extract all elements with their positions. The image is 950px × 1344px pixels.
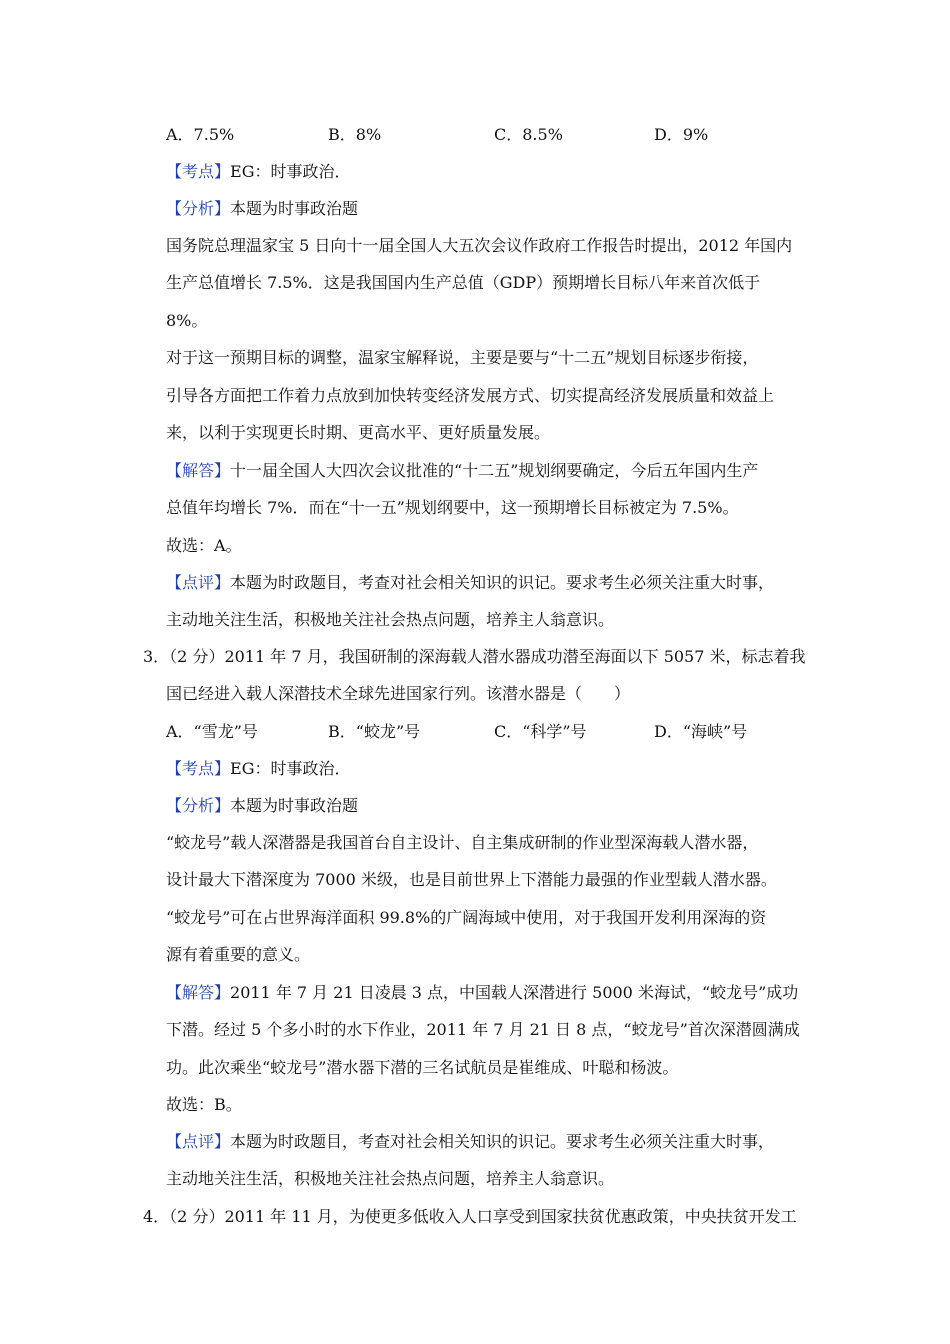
analysis-line: 来，以利于实现更长时期、更高水平、更好质量发展。 bbox=[166, 423, 551, 442]
fenxi-text: 本题为时事政治题 bbox=[230, 199, 359, 218]
dianping-text: 本题为时政题目，考查对社会相关知识的识记。要求考生必须关注重大时事， bbox=[230, 573, 775, 592]
jieda-tag: 【解答】 bbox=[166, 461, 231, 480]
analysis-line: 引导各方面把工作着力点放到加快转变经济发展方式、切实提高经济发展质量和效益上 bbox=[166, 386, 775, 405]
dianping-tag: 【点评】 bbox=[166, 1132, 231, 1151]
dianping-section bbox=[166, 1131, 774, 1153]
analysis-line: “蛟龙号”载人深潜器是我国首台自主设计、自主集成研制的作业型深海载人潜水器， bbox=[166, 833, 759, 852]
option-b: B．8% bbox=[328, 125, 382, 144]
analysis-line: 设计最大下潜深度为 7000 米级，也是目前世界上下潜能力最强的作业型载人潜水器。 bbox=[166, 870, 777, 889]
jieda-section bbox=[166, 982, 798, 1004]
dianping-text: 本题为时政题目，考查对社会相关知识的识记。要求考生必须关注重大时事， bbox=[230, 1132, 775, 1151]
option-d: D．9% bbox=[654, 125, 709, 144]
jieda-tag: 【解答】 bbox=[166, 983, 231, 1002]
dianping-line: 主动地关注生活，积极地关注社会热点问题，培养主人翁意识。 bbox=[166, 1169, 615, 1188]
analysis-line: “蛟龙号”可在占世界海洋面积 99.8%的广阔海域中使用，对于我国开发利用深海的资 bbox=[166, 908, 767, 927]
fenxi-text: 本题为时事政治题 bbox=[230, 796, 359, 815]
analysis-line: 8%。 bbox=[166, 311, 208, 330]
kaodian-section bbox=[166, 161, 350, 183]
fenxi-tag: 【分析】 bbox=[166, 199, 231, 218]
jieda-line: 下潜。经过 5 个多小时的水下作业，2011 年 7 月 21 日 8 点，“蛟龙号”首次深潜圆满成 bbox=[166, 1020, 800, 1039]
answer-line: 故选：A。 bbox=[166, 536, 242, 555]
answer-line: 故选：B。 bbox=[166, 1095, 242, 1114]
fenxi-section bbox=[166, 198, 358, 220]
fenxi-tag: 【分析】 bbox=[166, 796, 231, 815]
kaodian-text: EG：时事政治． bbox=[230, 162, 351, 181]
kaodian-tag: 【考点】 bbox=[166, 162, 231, 181]
kaodian-section bbox=[166, 758, 350, 780]
analysis-line: 源有着重要的意义。 bbox=[166, 945, 311, 964]
dianping-line: 主动地关注生活，积极地关注社会热点问题，培养主人翁意识。 bbox=[166, 610, 615, 629]
analysis-line: 国务院总理温家宝 5 日向十一届全国人大五次会议作政府工作报告时提出，2012 年国内 bbox=[166, 236, 793, 255]
question-3-stem: 3．（2 分）2011 年 7 月，我国研制的深海载人潜水器成功潜至海面以下 5057 米，标志着我 bbox=[143, 647, 806, 666]
option-c: C．8.5% bbox=[494, 125, 563, 144]
question-3-stem: 国已经进入载人深潜技术全球先进国家行列。该潜水器是（ ） bbox=[166, 684, 631, 703]
option-d: D．“海峡”号 bbox=[654, 722, 748, 741]
kaodian-tag: 【考点】 bbox=[166, 759, 231, 778]
jieda-line: 总值年均增长 7%．而在“十一五”规划纲要中，这一预期增长目标被定为 7.5%。 bbox=[166, 498, 739, 517]
fenxi-section bbox=[166, 795, 358, 817]
dianping-section bbox=[166, 572, 774, 594]
kaodian-text: EG：时事政治． bbox=[230, 759, 351, 778]
option-a: A．7.5% bbox=[166, 125, 235, 144]
option-c: C．“科学”号 bbox=[494, 722, 587, 741]
jieda-text: 2011 年 7 月 21 日凌晨 3 点，中国载人深潜进行 5000 米海试，“蛟龙号”成功 bbox=[230, 983, 799, 1002]
analysis-line: 生产总值增长 7.5%．这是我国国内生产总值（GDP）预期增长目标八年来首次低于 bbox=[166, 273, 761, 292]
option-a: A．“雪龙”号 bbox=[166, 722, 258, 741]
jieda-section bbox=[166, 460, 758, 482]
option-b: B．“蛟龙”号 bbox=[328, 722, 421, 741]
jieda-line: 功。此次乘坐“蛟龙号”潜水器下潜的三名试航员是崔维成、叶聪和杨波。 bbox=[166, 1058, 679, 1077]
question-4-stem: 4．（2 分）2011 年 11 月，为使更多低收入人口享受到国家扶贫优惠政策，中央扶贫开发工 bbox=[143, 1207, 797, 1226]
analysis-line: 对于这一预期目标的调整，温家宝解释说，主要是要与“十二五”规划目标逐步衔接， bbox=[166, 348, 759, 367]
dianping-tag: 【点评】 bbox=[166, 573, 231, 592]
jieda-text: 十一届全国人大四次会议批准的“十二五”规划纲要确定，今后五年国内生产 bbox=[230, 461, 759, 480]
